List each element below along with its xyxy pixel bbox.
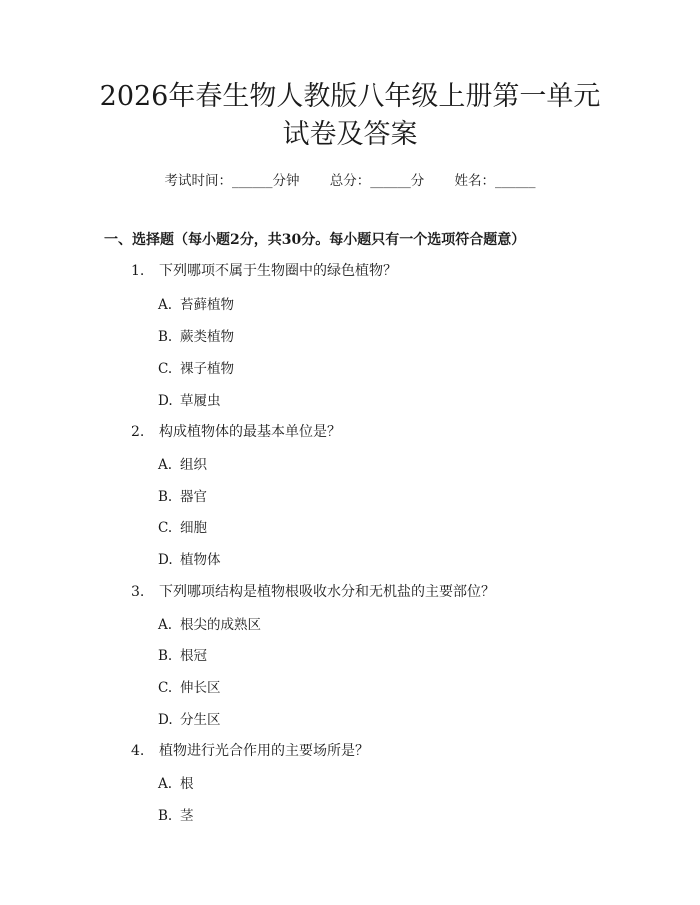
option-letter: A. [158, 776, 173, 792]
question-2-option-b [158, 485, 207, 505]
question-1-option-b [158, 325, 234, 345]
option-letter: A. [158, 297, 173, 313]
question-1-option-c [158, 357, 234, 377]
question-number: 3. [131, 584, 145, 600]
option-letter: C. [158, 680, 173, 696]
option-letter: B. [158, 329, 173, 345]
option-text: 苔藓植物 [180, 297, 234, 313]
question-3 [131, 581, 495, 601]
question-4 [131, 740, 369, 760]
exam-time-label: 考试时间： [164, 173, 232, 189]
question-2-option-c [158, 516, 207, 536]
question-2 [131, 421, 341, 441]
option-text: 根尖的成熟区 [180, 617, 261, 633]
option-text: 伸长区 [180, 680, 221, 696]
option-letter: B. [158, 489, 173, 505]
exam-info-line [0, 169, 700, 189]
question-text: 下列哪项不属于生物圈中的绿色植物？ [159, 263, 397, 279]
option-text: 草履虫 [180, 393, 221, 409]
student-name-blank: ______ [495, 173, 536, 189]
question-text: 下列哪项结构是植物根吸收水分和无机盐的主要部位？ [159, 584, 495, 600]
exam-time-unit: 分钟 [272, 173, 300, 189]
option-text: 细胞 [180, 520, 207, 536]
question-text: 构成植物体的最基本单位是？ [159, 424, 341, 440]
option-letter: D. [158, 552, 173, 568]
option-letter: A. [158, 457, 173, 473]
question-number: 1. [131, 263, 145, 279]
option-text: 分生区 [180, 712, 221, 728]
option-text: 根 [180, 776, 194, 792]
student-name-label: 姓名： [454, 173, 496, 189]
question-1-option-d [158, 389, 221, 409]
option-text: 根冠 [180, 648, 207, 664]
option-text: 蕨类植物 [180, 329, 234, 345]
option-text: 组织 [180, 457, 207, 473]
question-3-option-a [158, 613, 261, 633]
total-score-unit: 分 [410, 173, 425, 189]
total-score-label: 总分： [329, 173, 371, 189]
question-text: 植物进行光合作用的主要场所是？ [159, 743, 369, 759]
total-score-blank: ______ [370, 173, 411, 189]
question-3-option-b [158, 644, 207, 664]
question-3-option-d [158, 708, 221, 728]
question-1-option-a [158, 293, 234, 313]
question-4-option-a [158, 772, 194, 792]
student-name-field [455, 169, 536, 189]
option-text: 器官 [180, 489, 207, 505]
question-1 [131, 260, 397, 280]
option-letter: D. [158, 393, 173, 409]
option-letter: C. [158, 520, 173, 536]
total-score-field [330, 169, 425, 189]
option-letter: D. [158, 712, 173, 728]
exam-time-blank: ______ [231, 173, 273, 189]
question-number: 4. [131, 743, 145, 759]
page-title: 2026年春生物人教版八年级上册第一单元试卷及答案 [99, 81, 601, 150]
option-letter: C. [158, 361, 173, 377]
option-letter: B. [158, 808, 173, 824]
question-4-option-b [158, 804, 194, 824]
section-heading: 一、选择题（每小题2分，共30分。每小题只有一个选项符合题意） [104, 232, 526, 248]
option-text: 植物体 [180, 552, 221, 568]
option-text: 裸子植物 [180, 361, 234, 377]
option-letter: A. [158, 617, 173, 633]
question-number: 2. [131, 424, 145, 440]
question-2-option-d [158, 548, 221, 568]
option-text: 茎 [180, 808, 194, 824]
question-3-option-c [158, 676, 221, 696]
option-letter: B. [158, 648, 173, 664]
exam-time-field [164, 169, 299, 189]
question-2-option-a [158, 453, 207, 473]
